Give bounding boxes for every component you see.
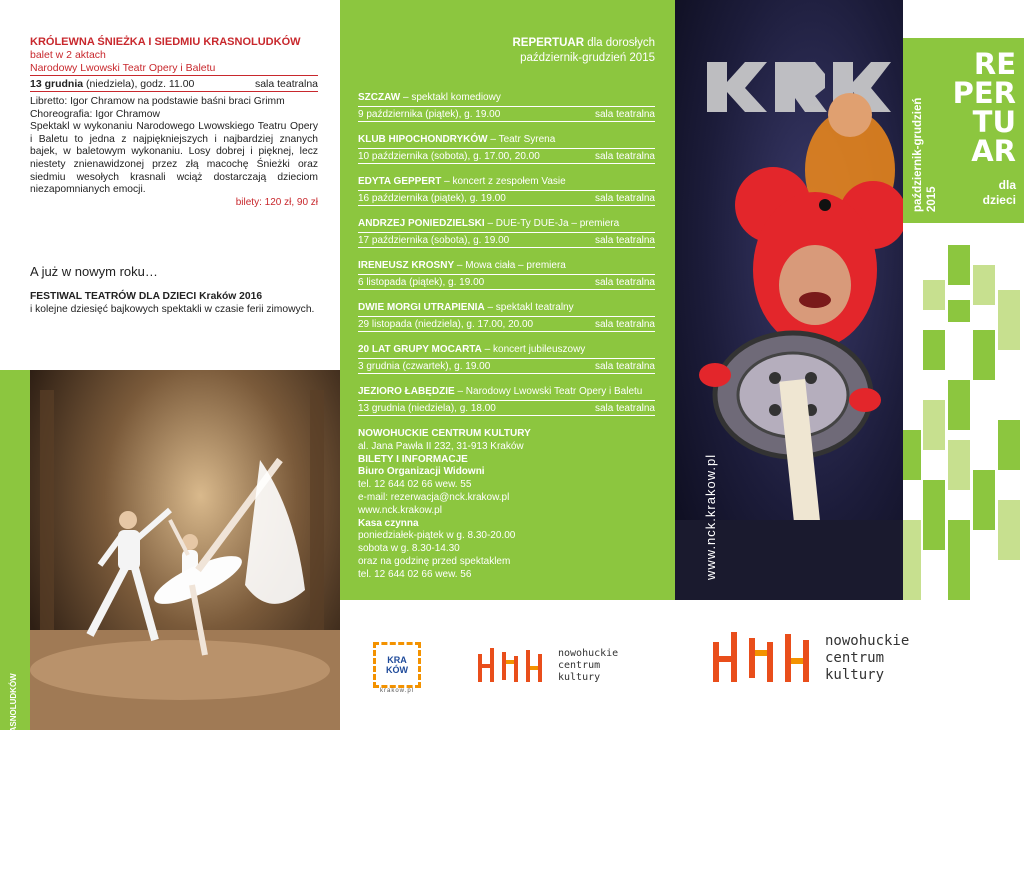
ballet-illustration (30, 370, 340, 730)
event-item (358, 176, 655, 206)
nck-logo-line3: kultury (558, 672, 601, 683)
nck-logo-line1: nowohuckie (558, 648, 619, 659)
divider (30, 75, 318, 76)
cover-title-line3: TU (972, 105, 1016, 139)
repertoire-audience: dla dorosłych (584, 37, 655, 49)
cover-period-months: październik-grudzień (912, 97, 924, 212)
repertoire-label: REPERTUAR (512, 37, 585, 49)
side-strip-label: KRÓLEWNA ŚNIEŻKA I SIEDMIU KRASNOLUDKÓW (9, 673, 18, 870)
event-item (358, 260, 655, 290)
ticket-office-phone: tel. 12 644 02 66 wew. 56 (358, 568, 472, 580)
cover-period-year: 2015 (926, 186, 938, 212)
show-date: 13 grudnia (30, 78, 84, 90)
box-office-heading: Biuro Organizacji Widowni (358, 466, 485, 478)
krakow-logo (373, 642, 421, 698)
nck-logo-line2: centrum (558, 660, 601, 671)
ticket-price: bilety: 120 zł, 90 zł (235, 197, 318, 208)
event-item (358, 134, 655, 164)
hours-saturday: sobota w g. 8.30-14.30 (358, 543, 460, 555)
cover-bottom-logo (675, 600, 1024, 730)
box-office-phone: tel. 12 644 02 66 wew. 55 (358, 479, 472, 491)
event-item (358, 302, 655, 332)
repertoire-period: październik-grudzień 2015 (520, 52, 655, 64)
desc-libretto: Libretto: Igor Chramow na podstawie baśni braci Grimm (30, 96, 285, 107)
desc-choreography: Choreografia: Igor Chramow (30, 108, 160, 120)
event-desc: – Mowa ciała – premiera (454, 260, 566, 271)
side-strip (0, 370, 30, 870)
panel-left (0, 0, 340, 870)
event-desc: – koncert jubileuszowy (481, 344, 586, 355)
contact-block (358, 428, 655, 582)
festival-title: FESTIWAL TEATRÓW DLA DZIECI Kraków 2016 (30, 291, 263, 302)
repertoire-heading (512, 36, 655, 66)
panel-right-cover (675, 0, 1024, 730)
event-desc: – spektakl teatralny (484, 302, 574, 313)
event-date: 10 października (sobota), g. 17.00, 20.00 (358, 150, 540, 162)
event-date: 9 października (piątek), g. 19.00 (358, 108, 501, 120)
event-date: 3 grudnia (czwartek), g. 19.00 (358, 360, 491, 372)
event-desc: – Narodowy Lwowski Teatr Opery i Baletu (454, 386, 643, 397)
show-description (30, 96, 318, 197)
nck-logo-small-icon (478, 648, 544, 686)
cover-title-line4: AR (971, 134, 1016, 168)
nck-logo-large-line1: nowohuckie (825, 633, 910, 649)
cover-audience (983, 178, 1016, 208)
event-date: 13 grudnia (niedziela), g. 18.00 (358, 402, 496, 414)
nck-logo-large-line2: centrum (825, 650, 885, 666)
event-date: 17 października (sobota), g. 19.00 (358, 234, 510, 246)
show-genre: balet w 2 aktach (30, 49, 106, 61)
show-time: (niedziela), godz. 11.00 (83, 78, 195, 90)
org-name: NOWOHUCKIE CENTRUM KULTURY (358, 428, 531, 439)
event-venue: sala teatralna (594, 360, 655, 372)
org-address: al. Jana Pawła II 232, 31-913 Kraków (358, 440, 524, 452)
coming-soon-heading: A już w nowym roku… (30, 264, 158, 279)
event-desc: – koncert z zespołem Vasie (441, 176, 566, 187)
event-venue: sala teatralna (594, 150, 655, 162)
event-venue: sala teatralna (594, 402, 655, 414)
event-item (358, 344, 655, 374)
nck-logo-large-line3: kultury (825, 667, 885, 683)
nck-logo-large-text (825, 633, 909, 684)
event-date: 16 października (piątek), g. 19.00 (358, 192, 506, 204)
event-desc: – spektakl komediowy (400, 92, 501, 103)
show-dateline (30, 78, 318, 90)
cover-audience-line1: dla (998, 178, 1016, 192)
event-name: ANDRZEJ PONIEDZIELSKI (358, 218, 485, 229)
event-name: EDYTA GEPPERT (358, 176, 442, 187)
event-venue: sala teatralna (594, 234, 655, 246)
festival-desc: i kolejne dziesięć bajkowych spektakli w czasie ferii zimowych. (30, 304, 315, 315)
event-name: 20 LAT GRUPY MOCARTA (358, 344, 482, 355)
event-name: KLUB HIPOCHONDRYKÓW (358, 134, 488, 145)
krakow-logo-text: KRA KÓW (386, 655, 408, 675)
event-date: 29 listopada (niedziela), g. 17.00, 20.00 (358, 318, 534, 330)
desc-body: Spektakl w wykonaniu Narodowego Lwowskiego Teatru Opery i Baletu to jedna z najpiękniejszych i najbardziej znanych bajek, w baletowym wykonaniu. Losy dobrej i pięknej, lecz niestety znienawidzonej przez złą macochę Śnieżki oraz siedmiu wesołych krasnali wciąż dostarczają dzieciom niezapomnianych emocji. (30, 121, 318, 196)
show-company: Narodowy Lwowski Teatr Opery i Baletu (30, 62, 216, 74)
tickets-heading: BILETY I INFORMACJE (358, 453, 468, 465)
event-name: SZCZAW (358, 92, 401, 103)
event-date: 6 listopada (piątek), g. 19.00 (358, 276, 485, 288)
show-title: KRÓLEWNA ŚNIEŻKA I SIEDMIU KRASNOLUDKÓW (30, 36, 301, 48)
event-desc: – Teatr Syrena (487, 134, 556, 145)
event-venue: sala teatralna (594, 192, 655, 204)
show-venue: sala teatralna (254, 78, 318, 90)
ticket-office-heading: Kasa czynna (358, 517, 419, 529)
divider (30, 91, 318, 92)
cover-big-title (952, 47, 1016, 168)
cover-title-line1: RE (973, 47, 1016, 81)
panel-middle-logos (340, 600, 675, 730)
nck-logo-large-icon (713, 632, 815, 686)
cover-title-line2: PER (952, 76, 1016, 110)
box-office-email[interactable]: e-mail: rezerwacja@nck.krakow.pl (358, 491, 510, 503)
nck-logo-small-text (558, 648, 618, 684)
hours-weekdays: poniedziałek-piątek w g. 8.30-20.00 (358, 530, 516, 542)
event-item (358, 92, 655, 122)
event-name: DWIE MORGI UTRAPIENIA (358, 302, 485, 313)
cover-title-box (903, 38, 1024, 223)
event-item (358, 218, 655, 248)
event-venue: sala teatralna (594, 276, 655, 288)
cover-url[interactable]: www.nck.krakow.pl (703, 453, 718, 580)
cover-audience-line2: dzieci (982, 193, 1016, 207)
cover-period (911, 98, 939, 212)
show-subtitle (30, 49, 318, 75)
event-item (358, 386, 655, 416)
hours-before-show: oraz na godzinę przed spektaklem (358, 555, 511, 567)
event-venue: sala teatralna (594, 108, 655, 120)
event-desc: – DUE-Ty DUE-Ja – premiera (484, 218, 620, 229)
event-name: IRENEUSZ KROSNY (358, 260, 455, 271)
event-venue: sala teatralna (594, 318, 655, 330)
website-link[interactable]: www.nck.krakow.pl (358, 504, 442, 516)
krakow-logo-url: krakow.pl (379, 688, 414, 694)
event-name: JEZIORO ŁABĘDZIE (358, 386, 455, 397)
ballet-photo (30, 370, 340, 730)
panel-middle (340, 0, 675, 600)
